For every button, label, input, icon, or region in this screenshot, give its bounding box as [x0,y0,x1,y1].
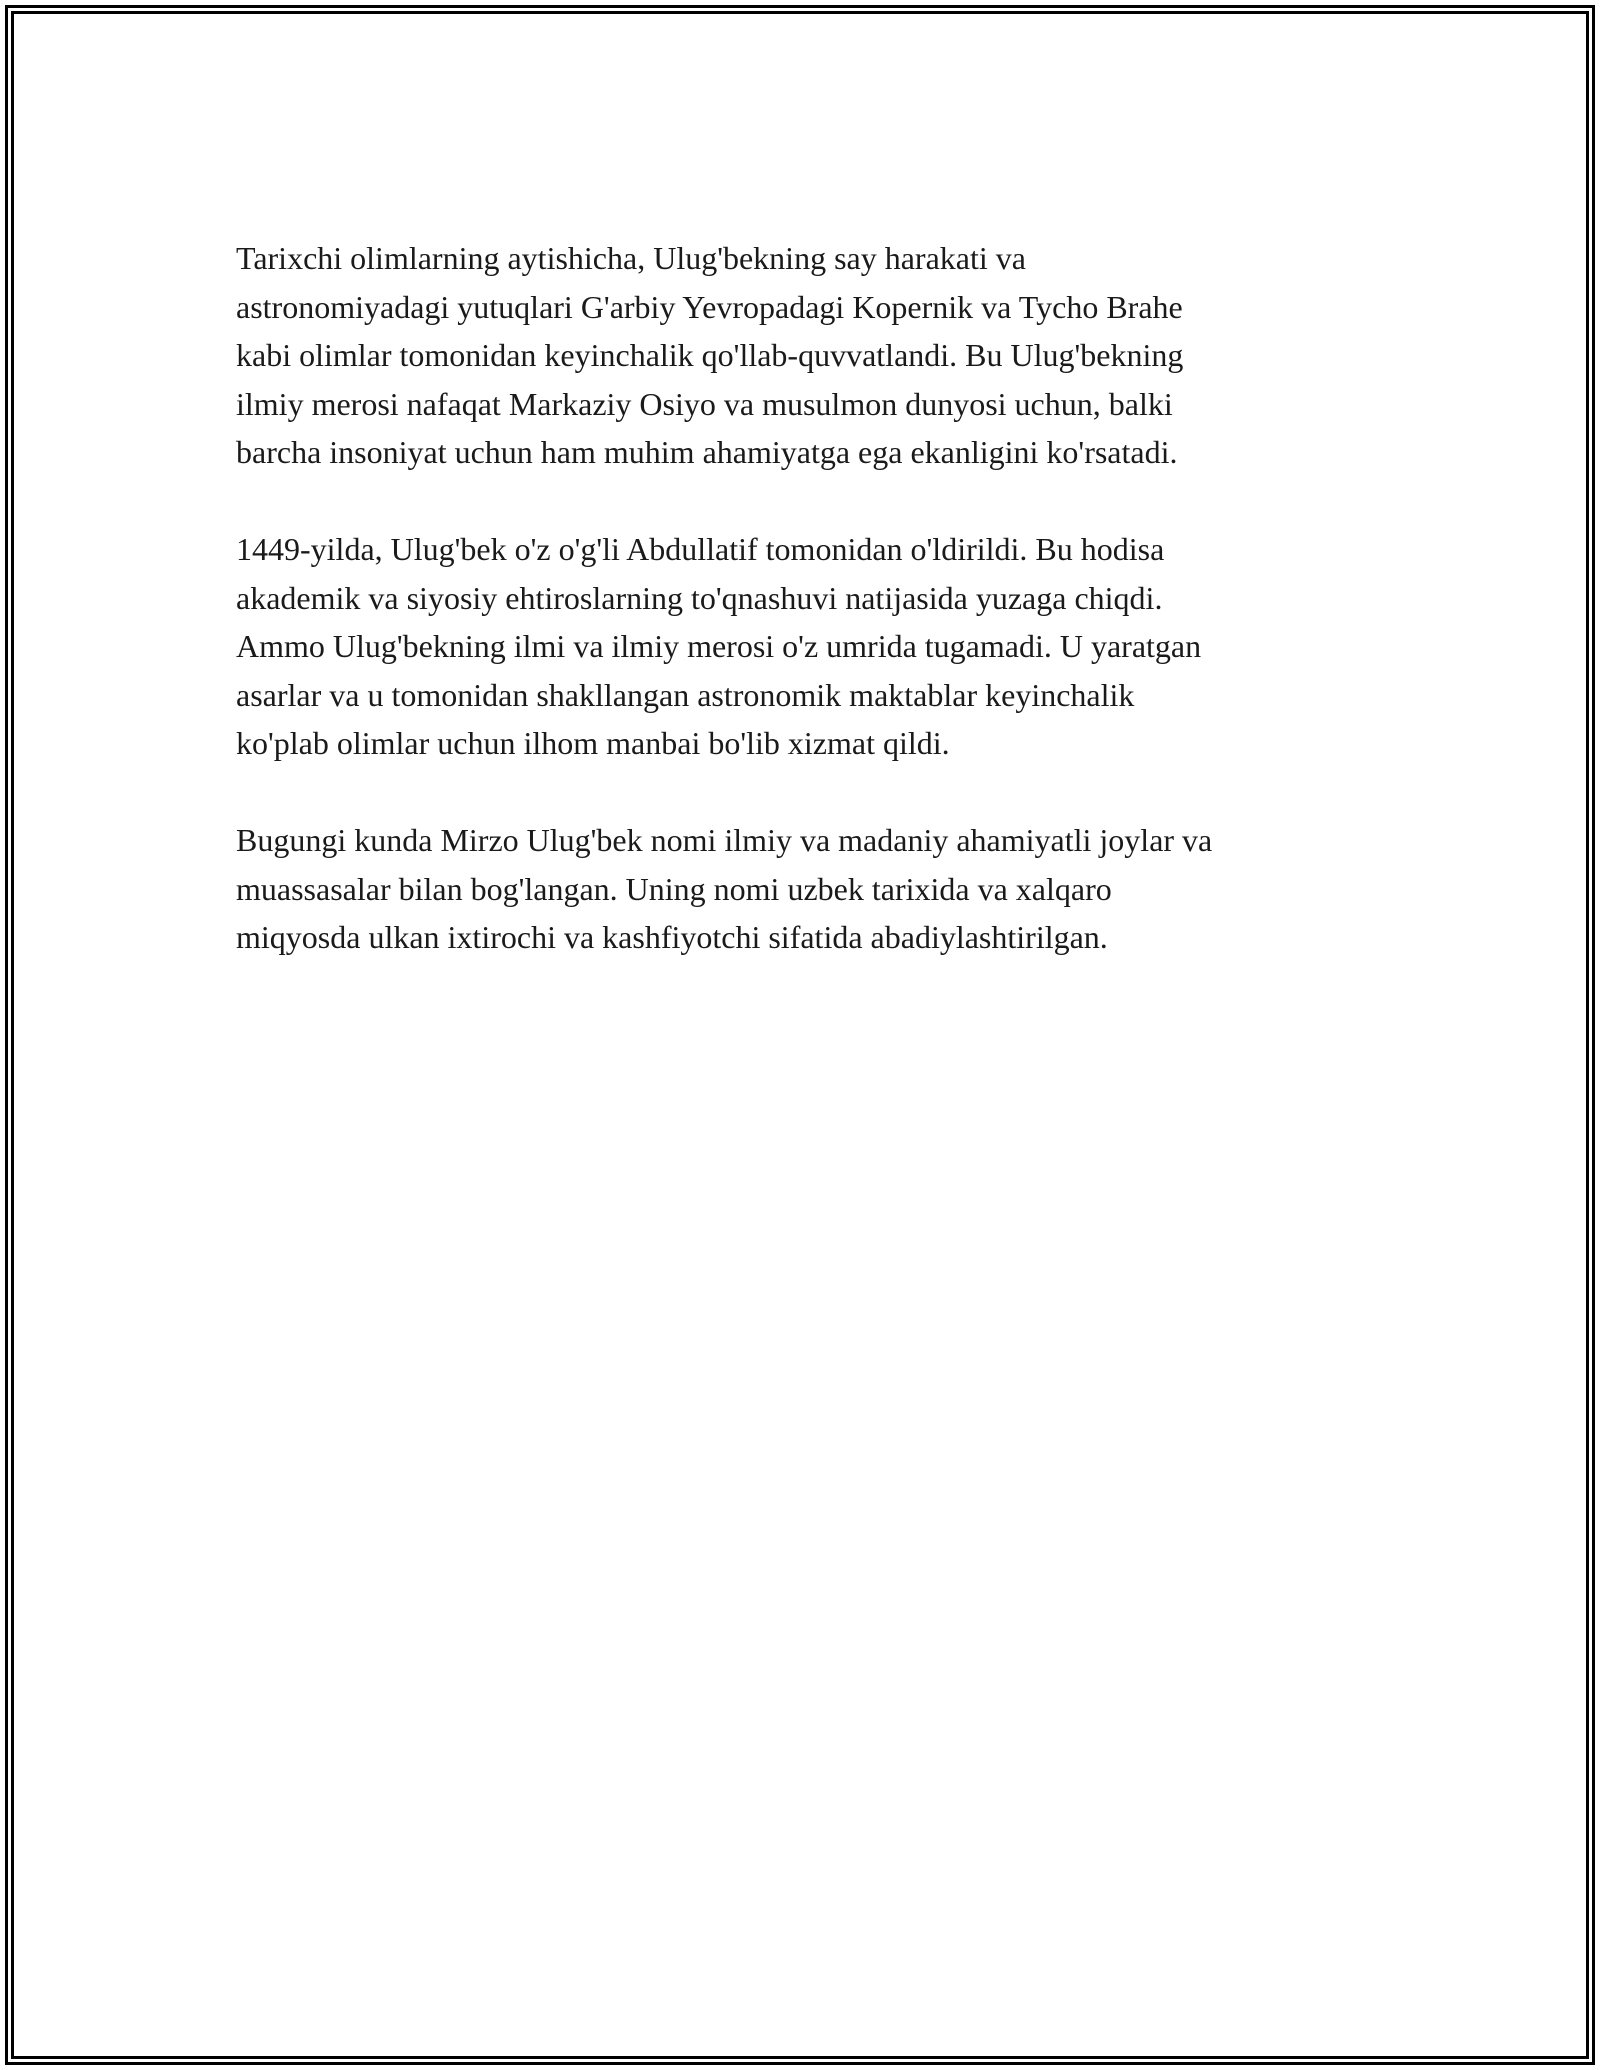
paragraph-line: muassasalar bilan bog'langan. Uning nomi uzbek tarixida va xalqaro [236,870,1112,907]
paragraph-2 [236,525,1386,768]
paragraph-3 [236,816,1386,962]
paragraph-line: 1449-yilda, Ulug'bek o'z o'g'li Abdullatif tomonidan o'ldirildi. Bu hodisa [236,531,1165,567]
paragraph-line: ilmiy merosi nafaqat Markaziy Osiyo va musulmon dunyosi uchun, balki [236,385,1173,422]
paragraph-line: barcha insoniyat uchun ham muhim ahamiyatga ega ekanligini ko'rsatadi. [236,434,1178,470]
paragraph-line: akademik va siyosiy ehtiroslarning to'qnashuvi natijasida yuzaga chiqdi. [236,579,1163,616]
paragraph-line: miqyosda ulkan ixtirochi va kashfiyotchi sifatida abadiylashtirilgan. [236,919,1108,955]
paragraph-line: Ammo Ulug'bekning ilmi va ilmiy merosi o'z umrida tugamadi. U yaratgan [236,628,1202,664]
paragraph-line: asarlar va u tomonidan shakllangan astronomik maktablar keyinchalik [236,676,1135,713]
paragraph-line: astronomiyadagi yutuqlari G'arbiy Yevropadagi Kopernik va Tycho Brahe [236,288,1183,325]
paragraph-line: Tarixchi olimlarning aytishicha, Ulug'bekning say harakati va [236,240,1026,276]
paragraph-line: ko'plab olimlar uchun ilhom manbai bo'lib xizmat qildi. [236,725,950,761]
paragraph-line: Bugungi kunda Mirzo Ulug'bek nomi ilmiy va madaniy ahamiyatli joylar va [236,822,1213,858]
paragraph-1 [236,234,1386,477]
paragraph-line: kabi olimlar tomonidan keyinchalik qo'llab-quvvatlandi. Bu Ulug'bekning [236,337,1184,373]
document-body [236,234,1386,1010]
